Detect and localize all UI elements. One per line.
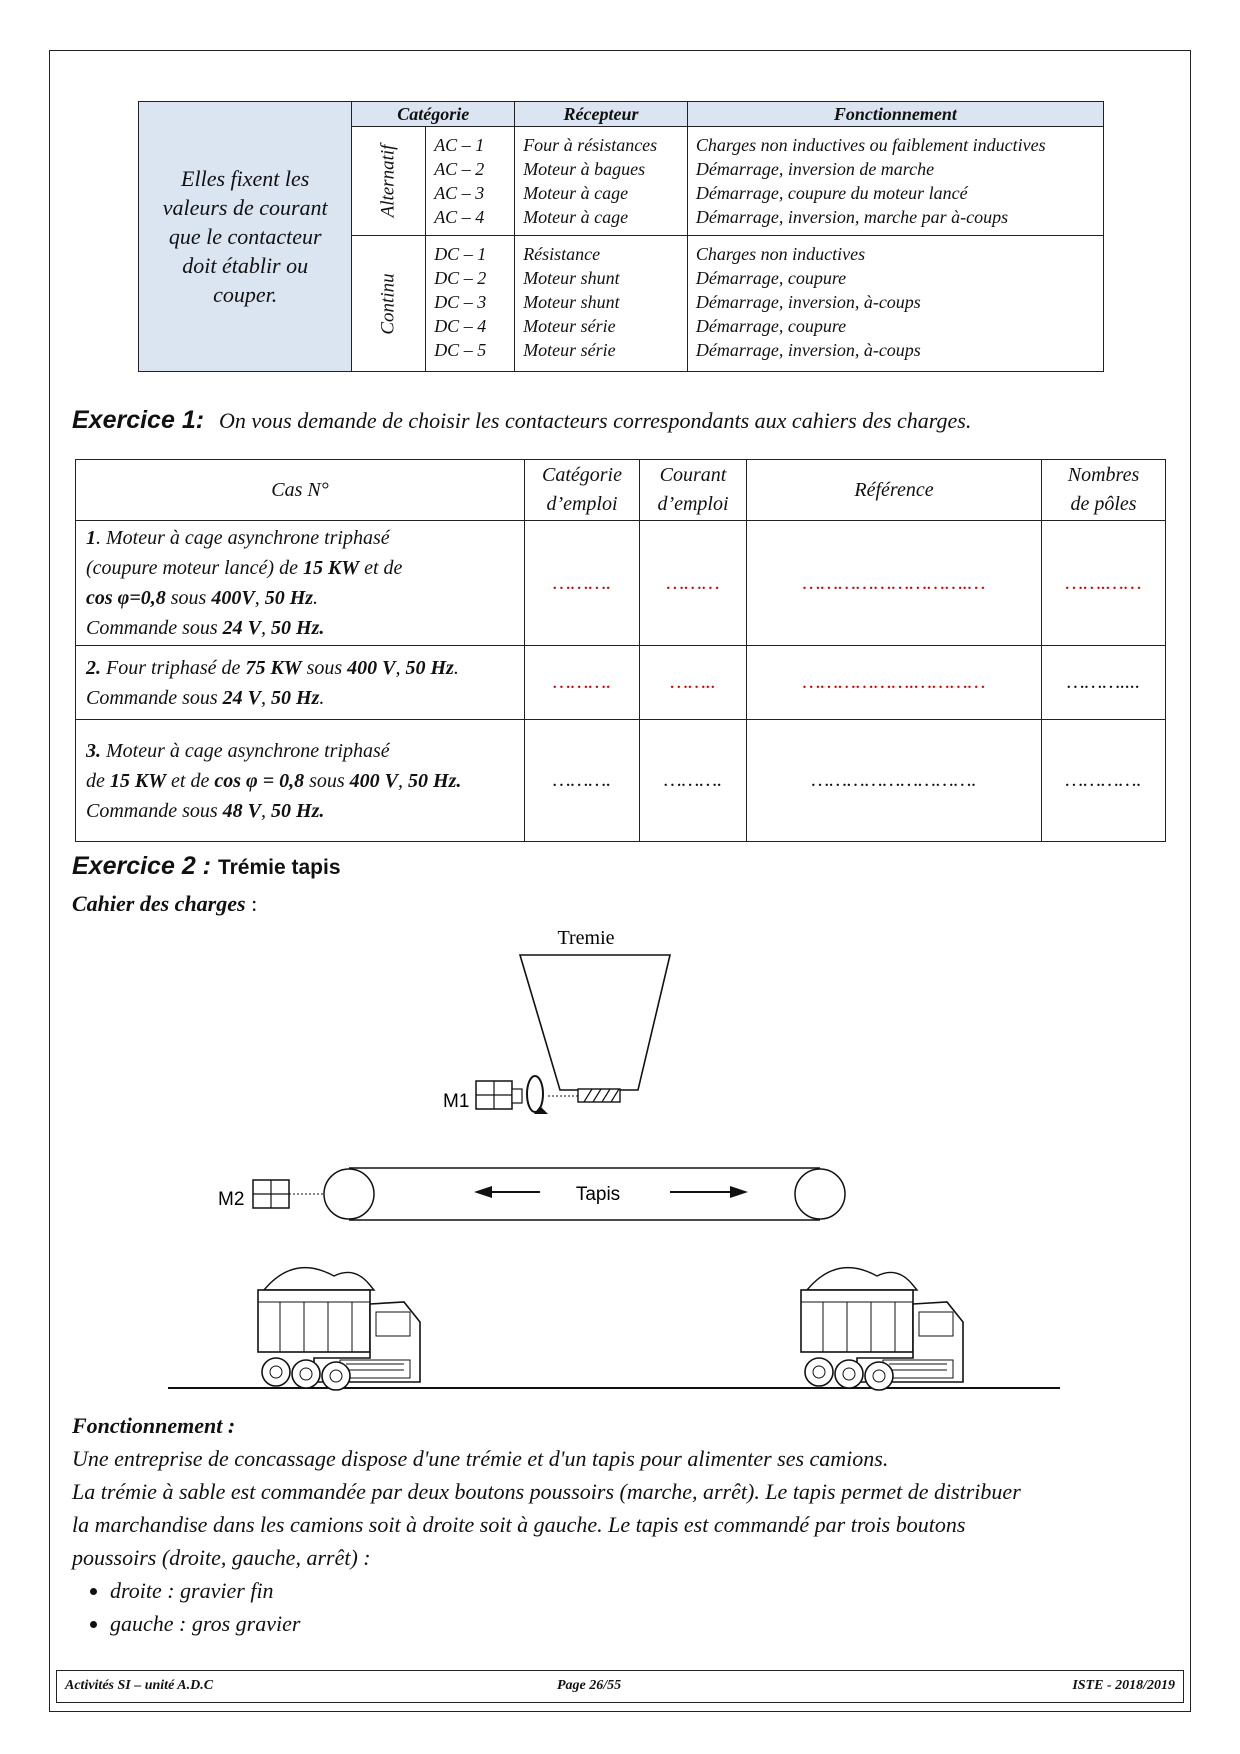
case-1-category-blank[interactable]: ……….: [525, 521, 640, 646]
list-item: Résistance: [523, 244, 601, 264]
list-item: Démarrage, inversion de marche: [695, 159, 935, 179]
paragraph-1: Une entreprise de concassage dispose d'une trémie et d'un tapis pour alimenter ses camions.: [72, 1446, 889, 1471]
rotation-arrow-icon: [527, 1076, 548, 1114]
list-item: • droite : gravier fin: [110, 1574, 300, 1607]
header-poles: Nombres de pôles: [1042, 460, 1166, 521]
screw-conveyor: [548, 1089, 620, 1102]
list-item: Moteur shunt: [523, 292, 620, 312]
case-3-category-blank[interactable]: ……….: [525, 720, 640, 842]
motor2-label: M2: [218, 1189, 245, 1210]
hopper-label: Tremie: [557, 927, 615, 949]
truck-left-icon: [258, 1268, 420, 1390]
footer-page-number: Page 26/55: [557, 1678, 622, 1693]
list-item: Charges non inductives ou faiblement inductives: [695, 135, 1046, 155]
list-item: AC – 1: [434, 135, 485, 155]
header-receiver: Récepteur: [515, 102, 688, 127]
list-item: Démarrage, coupure: [695, 316, 847, 336]
category-description: Elles fixent les valeurs de courant que le contacteur doit établir ou couper.: [139, 102, 352, 372]
exercise1-description: On vous demande de choisir les contacteurs correspondants aux cahiers des charges.: [219, 408, 972, 433]
motor1-label: M1: [443, 1091, 470, 1112]
list-item: DC – 2: [434, 268, 487, 288]
belt-label: Tapis: [575, 1184, 621, 1205]
left-arrow-icon: [474, 1186, 540, 1198]
case-2-current-blank[interactable]: ……..: [640, 646, 747, 720]
list-item: Démarrage, inversion, à-coups: [695, 292, 921, 312]
truck-right-icon: [801, 1268, 963, 1390]
case-2-description: 2. Four triphasé de 75 KW sous 400 V, 50 Hz. Commande sous 24 V, 50 Hz.: [76, 646, 525, 720]
list-item: DC – 4: [434, 316, 487, 336]
paragraph-2-line-1: La trémie à sable est commandée par deux boutons poussoirs (marche, arrêt). Le tapis permet de distribuer: [72, 1479, 1021, 1504]
hopper-shape: [520, 955, 670, 1090]
case-2-poles-blank[interactable]: ………....: [1042, 646, 1166, 720]
case-3-description: 3. Moteur à cage asynchrone triphasé de 15 KW et de cos φ = 0,8 sous 400 V, 50 Hz. Commande sous 48 V, 50 Hz.: [76, 720, 525, 842]
right-arrow-icon: [670, 1186, 748, 1198]
list-item: Moteur à cage: [523, 183, 629, 203]
case-1-poles-blank[interactable]: …….……: [1042, 521, 1166, 646]
list-item: Démarrage, inversion, marche par à-coups: [695, 207, 1009, 227]
header-function: Fonctionnement: [687, 102, 1103, 127]
list-item: DC – 3: [434, 292, 487, 312]
exercise2-subtitle: Trémie tapis: [217, 856, 341, 879]
header-reference: Référence: [747, 460, 1042, 521]
list-item: Moteur à bagues: [523, 159, 646, 179]
list-item: AC – 4: [434, 207, 485, 227]
exercise2-title: Exercice 2 :: [72, 852, 211, 880]
bullet-list: [62, 1574, 300, 1640]
case-3-current-blank[interactable]: ……….: [640, 720, 747, 842]
case-3-reference-blank[interactable]: ……………………….: [747, 720, 1042, 842]
case-3-poles-blank[interactable]: ………….: [1042, 720, 1166, 842]
list-item: AC – 2: [434, 159, 485, 179]
case-2-reference-blank[interactable]: ……………….…………: [747, 646, 1042, 720]
group-label-dc: Continu: [352, 236, 426, 372]
list-item: Moteur série: [523, 316, 616, 336]
spec-label-line: Cahier des charges :: [72, 891, 258, 916]
case-2-category-blank[interactable]: ……….: [525, 646, 640, 720]
case-1-current-blank[interactable]: ………: [640, 521, 747, 646]
footer-left: Activités SI – unité A.D.C: [65, 1678, 214, 1693]
exercise1-title: Exercice 1:: [72, 406, 205, 434]
header-current: Courant d’emploi: [640, 460, 747, 521]
group-label-ac: Alternatif: [352, 127, 426, 236]
list-item: Charges non inductives: [695, 244, 866, 264]
functioning-title: Fonctionnement :: [72, 1413, 236, 1438]
motor1-icon: [476, 1081, 522, 1109]
list-item: Démarrage, coupure du moteur lancé: [695, 183, 968, 203]
list-item: Démarrage, inversion, à-coups: [695, 340, 921, 360]
list-item: Moteur série: [523, 340, 616, 360]
header-category: Catégorie: [352, 102, 515, 127]
case-1-reference-blank[interactable]: ……………………….…: [747, 521, 1042, 646]
list-item: DC – 1: [434, 244, 487, 264]
list-item: DC – 5: [434, 340, 487, 360]
header-category: Catégorie d’emploi: [525, 460, 640, 521]
list-item: Démarrage, coupure: [695, 268, 847, 288]
footer-right: ISTE - 2018/2019: [1072, 1678, 1175, 1693]
list-item: Moteur shunt: [523, 268, 620, 288]
footer: [56, 1670, 1184, 1703]
paragraph-2-line-3: poussoirs (droite, gauche, arrêt) :: [72, 1545, 371, 1570]
header-case: Cas N°: [76, 460, 525, 521]
list-item: Four à résistances: [523, 135, 658, 155]
list-item: Moteur à cage: [523, 207, 629, 227]
list-item: AC – 3: [434, 183, 485, 203]
case-1-description: 1. Moteur à cage asynchrone triphasé (coupure moteur lancé) de 15 KW et de cos φ=0,8 sous 400V, 50 Hz. Commande sous 24 V, 50 Hz.: [76, 521, 525, 646]
list-item: • gauche : gros gravier: [110, 1607, 300, 1640]
paragraph-2-line-2: la marchandise dans les camions soit à droite soit à gauche. Le tapis est commandé par trois boutons: [72, 1512, 966, 1537]
